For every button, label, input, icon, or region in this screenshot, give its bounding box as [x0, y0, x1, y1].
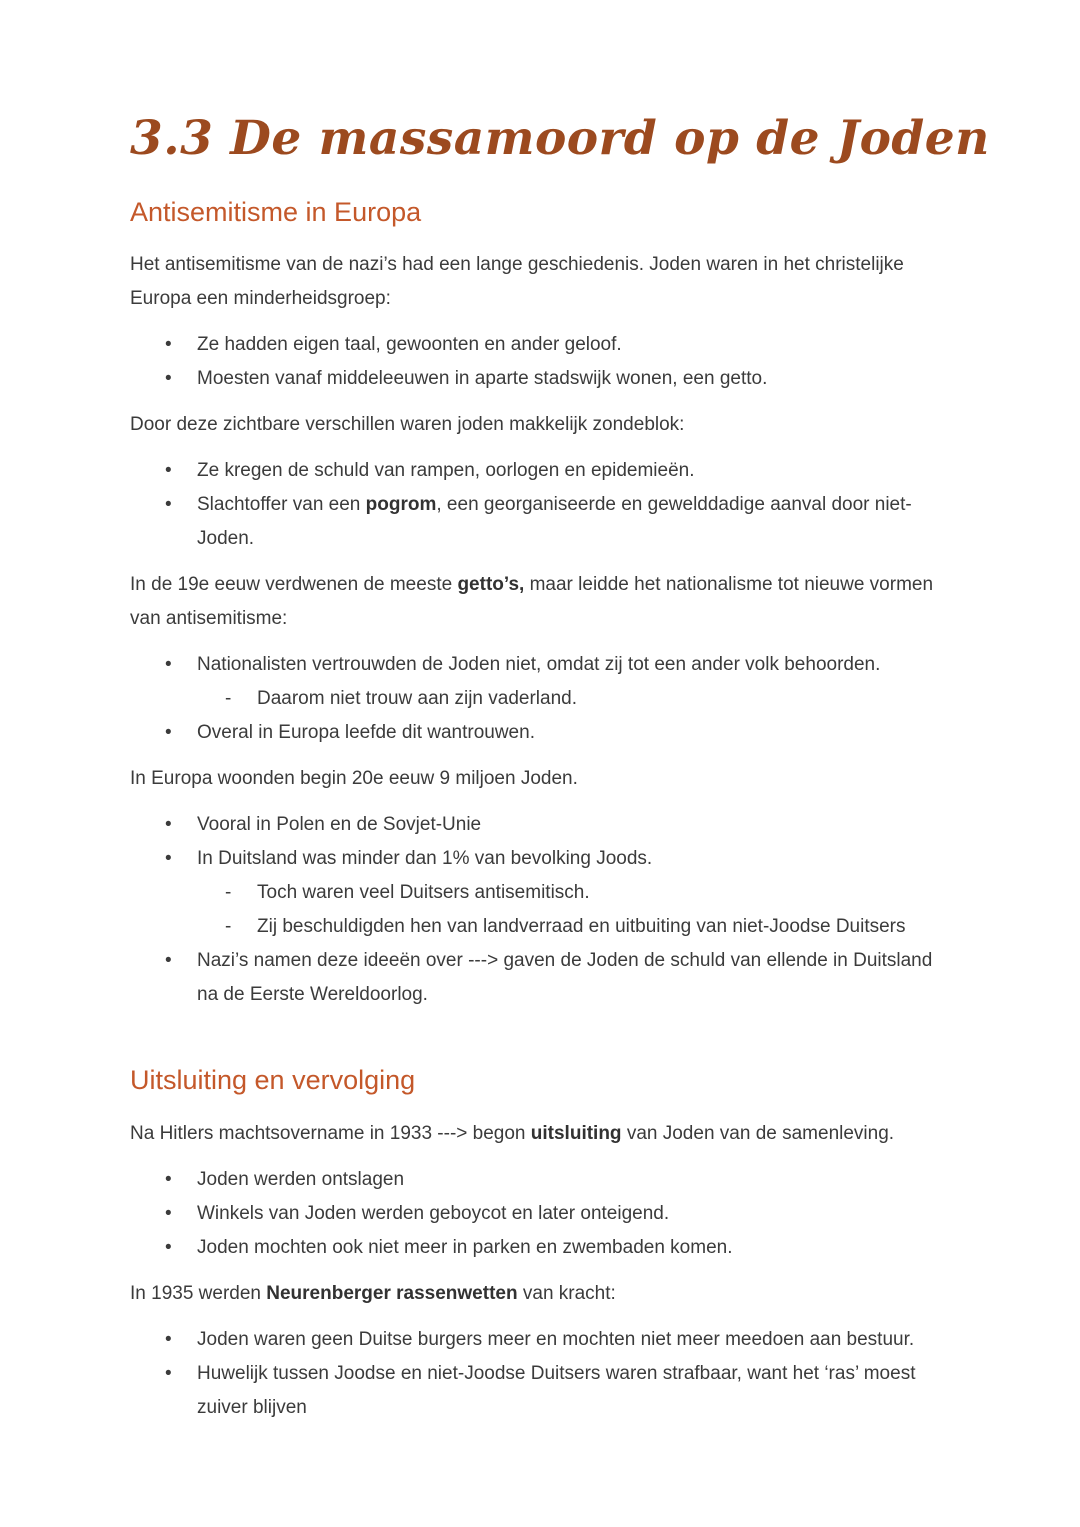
list-item-text: [197, 1323, 950, 1357]
bullet-marker-icon: •: [165, 654, 172, 676]
bullet-marker-icon: •: [165, 460, 172, 482]
bullet-marker-icon: •: [165, 1168, 172, 1190]
section: [130, 196, 950, 1012]
text-run: maar leidde het nationalisme tot nieuwe vormen van antisemitisme:: [130, 574, 934, 630]
text-run: Ze hadden eigen taal, gewoonten en ander geloof.: [197, 334, 622, 356]
bullet-marker-icon: •: [165, 368, 172, 390]
list-item-text: [197, 716, 950, 750]
text-run: In 1935 werden: [130, 1282, 267, 1304]
list-item-text: [257, 682, 950, 716]
text-run: Overal in Europa leefde dit wantrouwen.: [197, 722, 535, 744]
bullet-list: [130, 454, 950, 556]
text-run: Daarom niet trouw aan zijn vaderland.: [257, 688, 578, 710]
bullet-marker-icon: •: [165, 1236, 172, 1258]
list-item: [130, 1323, 950, 1357]
list-item-text: [197, 362, 950, 396]
paragraph: [130, 1117, 950, 1151]
list-item: [130, 1197, 950, 1231]
paragraph: [130, 762, 950, 796]
list-item: [130, 328, 950, 362]
list-item-text: [197, 1197, 950, 1231]
list-item-text: [197, 944, 950, 1012]
dash-marker-icon: -: [225, 688, 232, 710]
text-run: Toch waren veel Duitsers antisemitisch.: [257, 882, 590, 904]
bullet-list: [130, 328, 950, 396]
bullet-marker-icon: •: [165, 1202, 172, 1224]
list-item: [130, 808, 950, 842]
list-item: [130, 842, 950, 876]
list-item: [130, 876, 950, 910]
bullet-marker-icon: •: [165, 848, 172, 870]
list-item: [130, 488, 950, 556]
text-run: Zij beschuldigden hen van landverraad en uitbuiting van niet-Joodse Duitsers: [257, 916, 906, 938]
bold-text-run: Neurenberger rassenwetten: [266, 1282, 518, 1304]
list-item-text: [197, 1163, 950, 1197]
bullet-list: [130, 808, 950, 1012]
list-item-text: [197, 1231, 950, 1265]
text-run: Winkels van Joden werden geboycot en later onteigend.: [197, 1202, 670, 1224]
bullet-marker-icon: •: [165, 494, 172, 516]
text-run: Moesten vanaf middeleeuwen in aparte stadswijk wonen, een getto.: [197, 368, 768, 390]
bold-text-run: getto’s,: [457, 574, 525, 596]
list-item-text: [197, 488, 950, 556]
list-item: [130, 648, 950, 682]
list-item-text: [197, 842, 950, 876]
list-item: [130, 910, 950, 944]
text-run: Het antisemitisme van de nazi’s had een lange geschiedenis. Joden waren in het christelijke Europa een minderheidsgroep:: [130, 254, 904, 310]
list-item: [130, 1163, 950, 1197]
bullet-list: [130, 1323, 950, 1425]
text-run: In Europa woonden begin 20e eeuw 9 miljoen Joden.: [130, 768, 578, 790]
bold-text-run: uitsluiting: [530, 1122, 622, 1144]
bullet-list: [130, 648, 950, 750]
list-item-text: [197, 648, 950, 682]
list-item: [130, 362, 950, 396]
text-run: Huwelijk tussen Joodse en niet-Joodse Duitsers waren strafbaar, want het ‘ras’ moest zuiver blijven: [197, 1362, 916, 1418]
text-run: Nazi’s namen deze ideeën over ---> gaven de Joden de schuld van ellende in Duitsland na de Eerste Wereldoorlog.: [197, 950, 933, 1006]
page-title: 3.3 De massamoord op de Joden: [130, 111, 990, 166]
text-run: Vooral in Polen en de Sovjet-Unie: [197, 814, 482, 836]
bullet-marker-icon: •: [165, 814, 172, 836]
list-item-text: [257, 910, 950, 944]
section: [130, 1064, 950, 1424]
bullet-marker-icon: •: [165, 1362, 172, 1384]
text-run: Ze kregen de schuld van rampen, oorlogen en epidemieën.: [197, 460, 695, 482]
bullet-marker-icon: •: [165, 950, 172, 972]
bullet-list: [130, 1163, 950, 1265]
text-run: Joden werden ontslagen: [197, 1168, 405, 1190]
list-item-text: [197, 808, 950, 842]
bullet-marker-icon: •: [165, 334, 172, 356]
section-heading: Antisemitisme in Europa: [130, 197, 422, 228]
list-item: [130, 1231, 950, 1265]
text-run: In de 19e eeuw verdwenen de meeste: [130, 574, 458, 596]
paragraph: [130, 568, 950, 636]
dash-marker-icon: -: [225, 882, 232, 904]
list-item: [130, 716, 950, 750]
list-item-text: [197, 328, 950, 362]
dash-marker-icon: -: [225, 916, 232, 938]
bullet-marker-icon: •: [165, 722, 172, 744]
text-run: Na Hitlers machtsovername in 1933 ---> begon: [130, 1122, 531, 1144]
text-run: In Duitsland was minder dan 1% van bevolking Joods.: [197, 848, 653, 870]
list-item-text: [257, 876, 950, 910]
list-item: [130, 1357, 950, 1425]
paragraph: [130, 408, 950, 442]
paragraph: [130, 1277, 950, 1311]
text-run: van Joden van de samenleving.: [621, 1122, 895, 1144]
text-run: Slachtoffer van een: [197, 494, 366, 516]
paragraph: [130, 248, 950, 316]
text-run: Joden mochten ook niet meer in parken en zwembaden komen.: [197, 1236, 733, 1258]
bold-text-run: pogrom: [365, 494, 437, 516]
bullet-marker-icon: •: [165, 1328, 172, 1350]
list-item-text: [197, 454, 950, 488]
list-item: [130, 454, 950, 488]
text-run: Joden waren geen Duitse burgers meer en mochten niet meer meedoen aan bestuur.: [197, 1328, 915, 1350]
text-run: van kracht:: [517, 1282, 616, 1304]
text-run: , een georganiseerde en gewelddadige aanval door niet-Joden.: [197, 494, 912, 550]
list-item-text: [197, 1357, 950, 1425]
text-run: Nationalisten vertrouwden de Joden niet, omdat zij tot een ander volk behoorden.: [197, 654, 881, 676]
list-item: [130, 682, 950, 716]
text-run: Door deze zichtbare verschillen waren joden makkelijk zondeblok:: [130, 414, 685, 436]
list-item: [130, 944, 950, 1012]
document-content: [130, 196, 950, 1425]
section-heading: Uitsluiting en vervolging: [130, 1065, 416, 1096]
